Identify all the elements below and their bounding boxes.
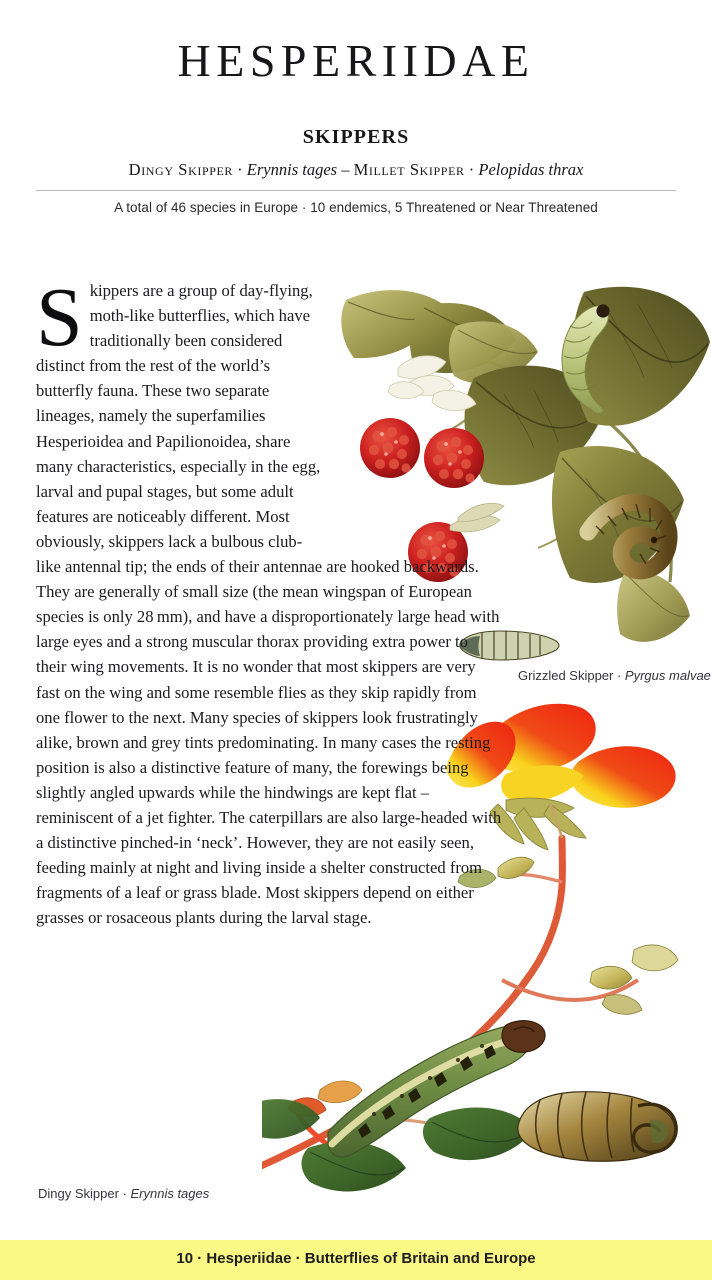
caption-grizzled-skipper — [518, 668, 711, 683]
species-stats: A total of 46 species in Europe · 10 endemics, 5 Threatened or Near Threatened — [114, 200, 598, 215]
caption-common-name: Dingy Skipper · — [38, 1186, 131, 1201]
intro-body-text — [36, 271, 502, 930]
range-last-common: Millet Skipper — [353, 160, 465, 179]
caption-common-name: Grizzled Skipper · — [518, 668, 625, 683]
range-first-latin: Erynnis tages — [246, 160, 338, 179]
range-first-common: Dingy Skipper — [128, 160, 234, 179]
species-range-line — [0, 160, 712, 180]
range-separator: – — [337, 160, 354, 179]
caption-latin-name: Erynnis tages — [130, 1186, 210, 1201]
drop-cap: S — [36, 271, 83, 364]
text-wrap-shape-top — [322, 278, 502, 554]
caption-latin-name: Pyrgus malvae — [624, 668, 711, 683]
group-common-name: SKIPPERS — [302, 126, 410, 148]
footer-text: 10 · Hesperiidae · Butterflies of Britain and Europe — [176, 1250, 536, 1267]
header-divider — [36, 190, 676, 191]
body-paragraph: kippers are a group of day-flying, moth-like butterflies, which have traditionally been considered distinct from the rest of the world’s butterfly fauna. These two separate lineages, namely the superfamilies Hesperioidea and Papilionoidea, share many characteristics, especially in the egg, larval and pupal stages, but some adult features are noticeably different. Most obviously, skippers lack a bulbous club-like antennal tip; the ends of their antennae are hooked backwards. They are generally of small size (the mean wingspan of European species is only 28 mm), and have a disproportionately large head with large eyes and a strong muscular thorax providing extra power to their wing movements. It is no wonder that most skippers are very fast on the wing and some resemble flies as they skip rapidly from one flower to the next. Many species of skippers look frustratingly alike, brown and grey tints predominating. In many cases the resting position is also a distinctive feature of many, the forewings being slightly angled upwards while the hindwings are kept flat – reminiscent of a jet fighter. The caterpillars are also large-headed with a distinctive pinched-in ‘neck’. However, they are not easily seen, feeding mainly at night and living inside a shelter constructed from fragments of a leaf or grass blade. Most skippers depend on either grasses or rosaceous plants during the larval stage. — [36, 281, 502, 928]
page-title: HESPERIIDAE — [177, 35, 535, 86]
range-last-latin: Pelopidas thrax — [478, 160, 584, 179]
range-dot-1: · — [233, 160, 247, 179]
range-dot-2: · — [464, 160, 479, 179]
caption-dingy-skipper — [38, 1186, 209, 1201]
